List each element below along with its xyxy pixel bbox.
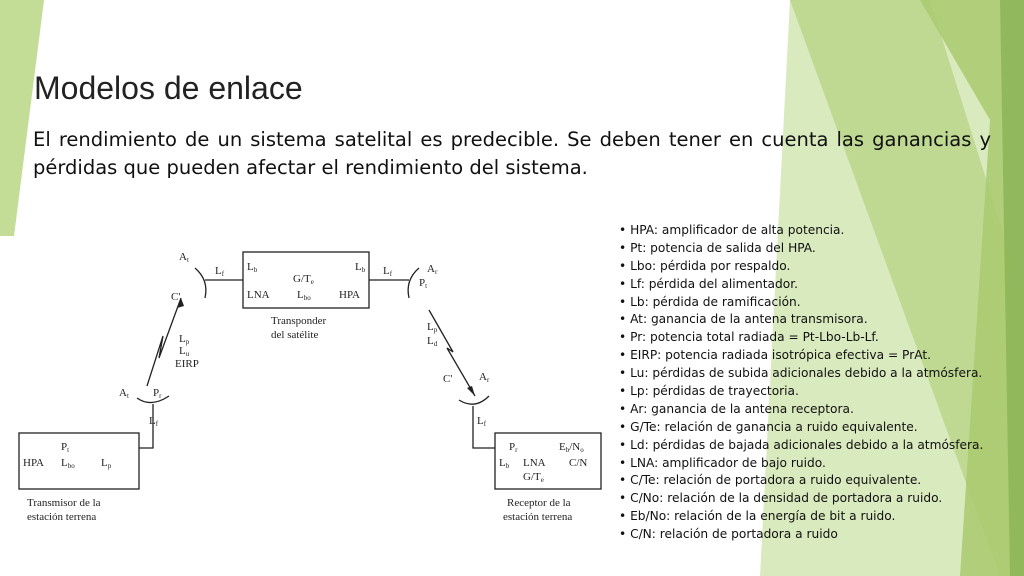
receiver-caption-1: Receptor de la: [507, 497, 571, 509]
slide-title: Modelos de enlace: [34, 70, 303, 106]
downlink-lf-label: Lf: [383, 265, 393, 278]
receiver-lna-label: LNA: [523, 457, 546, 469]
legend-item: • EIRP: potencia radiada isotrópica efectiva = PrAt.: [619, 348, 931, 363]
ground-pr-label: Pr: [153, 387, 162, 400]
slide-body-text: El rendimiento de un sistema satelital es predecible. Se deben tener en cuenta las ganancias y pérdidas que pueden afectar el rendimiento del sistema.: [33, 128, 991, 179]
uplink-at-label: At: [179, 251, 189, 264]
ground-rx-lf-label: Lf: [477, 415, 487, 428]
legend-item: • At: ganancia de la antena transmisora.: [619, 312, 868, 327]
abbreviation-legend: [619, 222, 983, 544]
downlink-arrowhead: [467, 386, 475, 396]
uplink-lp-label: Lp: [179, 333, 190, 346]
legend-item: • Lb: pérdida de ramificación.: [619, 294, 801, 309]
legend-item: • Lbo: pérdida por respaldo.: [619, 258, 791, 273]
transponder-caption-2: del satélite: [271, 329, 319, 341]
legend-item: • Eb/No: relación de la energía de bit a ruido.: [619, 509, 896, 524]
transmitter-caption-1: Transmisor de la: [27, 497, 101, 509]
legend-item: • Ar: ganancia de la antena receptora.: [619, 401, 854, 416]
legend-item: • C/No: relación de la densidad de portadora a ruido.: [619, 491, 943, 506]
uplink-eirp-label: EIRP: [175, 358, 199, 370]
downlink-lp-label: Lp: [427, 321, 438, 334]
receiver-gte-label: G/Te: [523, 471, 544, 484]
receiver-caption-2: estación terrena: [503, 511, 573, 523]
downlink-ar-label: Ar: [427, 263, 438, 276]
legend-item: • HPA: amplificador de alta potencia.: [619, 223, 845, 237]
satellite-rx-antenna-icon: [195, 268, 206, 298]
legend-item: • Pt: potencia de salida del HPA.: [619, 240, 816, 255]
transponder-caption-1: Transponder: [271, 315, 327, 327]
ground-ar-label: Ar: [479, 371, 490, 384]
transponder-lb-right: Lb: [355, 261, 366, 274]
uplink-lu-label: Lu: [179, 345, 190, 358]
transponder-lb-left: Lb: [247, 261, 258, 274]
uplink-cprime-label: C': [171, 291, 181, 303]
ground-at-label: At: [119, 387, 129, 400]
transponder-gte: G/Te: [293, 273, 314, 286]
legend-item: • LNA: amplificador de bajo ruido.: [619, 455, 826, 470]
satellite-tx-antenna-icon: [408, 268, 419, 298]
legend-item: • C/Te: relación de portadora a ruido equivalente.: [619, 473, 922, 488]
transponder-lna: LNA: [247, 289, 270, 301]
transmitter-caption-2: estación terrena: [27, 511, 97, 523]
satellite-link-diagram: [9, 236, 616, 558]
downlink-cprime-label: C': [443, 373, 453, 385]
ground-rx-antenna-icon: [459, 396, 489, 404]
transmitter-hpa-label: HPA: [23, 457, 44, 469]
downlink-ld-label: Ld: [427, 335, 438, 348]
transmitter-lp-label: Lp: [101, 457, 112, 470]
receiver-lb-label: Lb: [499, 457, 510, 470]
receiver-cn-label: C/N: [569, 457, 588, 469]
legend-item: • Lf: pérdida del alimentador.: [619, 276, 798, 291]
legend-item: • Pr: potencia total radiada = Pt-Lbo-Lb-Lf.: [619, 330, 879, 345]
legend-item: • Lu: pérdidas de subida adicionales debido a la atmósfera.: [619, 366, 983, 381]
uplink-path: [147, 298, 181, 386]
transponder-lbo: Lbo: [297, 289, 311, 302]
uplink-lf-label: Lf: [215, 265, 225, 278]
transmitter-lbo-label: Lbo: [61, 457, 75, 470]
legend-item: • G/Te: relación de ganancia a ruido equivalente.: [619, 419, 918, 434]
ground-lf-label: Lf: [149, 415, 159, 428]
left-green-shape: [0, 0, 44, 236]
downlink-pt-label: Pt: [419, 277, 428, 290]
receiver-ebno-label: Eb/No: [559, 441, 584, 454]
receiver-pr-label: Pr: [509, 441, 518, 454]
legend-item: • Ld: pérdidas de bajada adicionales debido a la atmósfera.: [619, 437, 984, 452]
legend-item: • Lp: pérdidas de trayectoria.: [619, 384, 799, 399]
transponder-hpa: HPA: [339, 289, 360, 301]
legend-item: • C/N: relación de portadora a ruido: [619, 527, 838, 542]
transmitter-pt-label: Pt: [61, 441, 70, 454]
